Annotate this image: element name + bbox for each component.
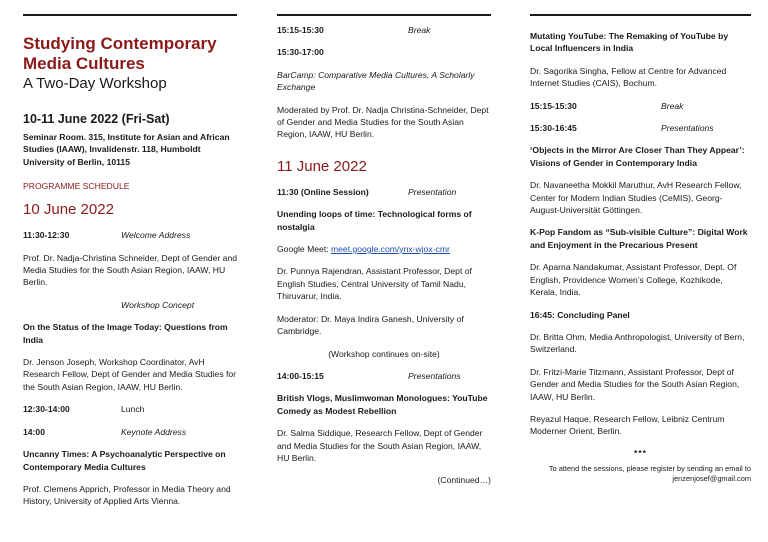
column-1	[23, 14, 237, 518]
schedule-row-break: 15:15-15:30 Break	[530, 100, 684, 111]
column-3	[530, 14, 751, 485]
schedule-row-break: 15:15-15:30 Break	[277, 25, 431, 35]
pres3-speaker: Dr. Navaneetha Mokkil Maruthur, AvH Research Fellow, Center for Modern Indian Studies (CeMIS), Georg-August-Universität Göttingen.	[530, 180, 742, 216]
meet-line: Google Meet: meet.google.com/ynx-wjox-cmr	[277, 244, 450, 255]
day2-heading: 11 June 2022	[277, 157, 367, 175]
pres2-speaker: Dr. Sagorika Singha, Fellow at Centre for Advanced Internet Studies (CAIS), Bochum.	[530, 65, 727, 89]
pres1-speaker: Dr. Salma Siddique, Research Fellow, Dept of Gender and Media Studies for the South Asian Region, IAAW, HU Berlin.	[277, 428, 483, 463]
online-moderator: Moderator: Dr. Maya Indira Ganesh, University of Cambridge.	[277, 313, 464, 337]
pres3-title: ‘Objects in the Mirror Are Closer Than They Appear’: Visions of Gender in Contemporary India	[530, 145, 745, 168]
schedule-row-barcamp: 15:30-17:00	[277, 47, 324, 58]
continued-note: (Continued…)	[437, 475, 491, 486]
schedule-row-presentations: 15:30-16:45 Presentations	[530, 123, 714, 134]
separator-stars: ***	[633, 447, 648, 458]
onsite-note: (Workshop continues on-site)	[328, 348, 440, 359]
schedule-row-online: 11:30 (Online Session) Presentation	[277, 186, 457, 197]
programme-label: PROGRAMME SCHEDULE	[23, 181, 130, 192]
pres1-title: British Vlogs, Muslimwoman Monologues: YouTube Comedy as Modest Rebellion	[277, 393, 488, 416]
column-2	[277, 14, 491, 497]
welcome-speaker: Prof. Dr. Nadja-Christina Schneider, Dept of Gender and Media Studies for the South Asian Region, IAAW, HU Berlin.	[23, 252, 237, 288]
pres4-title: K-Pop Fandom as “Sub-visible Culture”: Digital Work and Enjoyment in the Precarious Present	[530, 227, 748, 250]
panel-member-2: Dr. Fritzi-Marie Titzmann, Assistant Professor, Dept of Gender and Media Studies for the South Asian Region, IAAW, HU Berlin.	[530, 366, 740, 402]
schedule-row-welcome: 11:30-12:30 Welcome Address	[23, 230, 191, 241]
meet-link[interactable]: meet.google.com/ynx-wjox-cmr	[330, 244, 450, 255]
keynote-title: Uncanny Times: A Psychoanalytic Perspective on Contemporary Media Cultures	[23, 449, 226, 472]
online-title: Unending loops of time: Technological forms of nostalgia	[277, 209, 472, 232]
pres2-title: Mutating YouTube: The Remaking of YouTube by Local Influencers in India	[530, 31, 729, 54]
talk1-title: On the Status of the Image Today: Questions from India	[23, 322, 228, 345]
online-speaker: Dr. Punnya Rajendran, Assistant Professor, Dept of English Studies, Central University of Tamil Nadu, Thiruvarur, India.	[277, 266, 472, 302]
concept-label: Workshop Concept	[121, 299, 195, 310]
workshop-title: Studying Contemporary Media Cultures	[23, 34, 217, 73]
barcamp-moderator: Moderated by Prof. Dr. Nadja Christina-Schneider, Dept of Gender and Media Studies for the South Asian Region, IAAW, HU Berlin.	[277, 104, 489, 140]
top-rule	[277, 14, 491, 16]
panel-title: 16:45: Concluding Panel	[530, 309, 630, 320]
schedule-row-presentations: 14:00-15:15 Presentations	[277, 370, 461, 381]
pres4-speaker: Dr. Aparna Nandakumar, Assistant Professor, Dept. Of English, Providence Women’s College, Kozhikode, Kerala, India.	[530, 262, 737, 298]
talk1-speaker: Dr. Jenson Joseph, Workshop Coordinator, AvH Research Fellow, Dept of Gender and Media Studies for the South Asian Region, IAAW, HU Berlin.	[23, 357, 237, 392]
top-rule	[530, 14, 751, 16]
workshop-subtitle: A Two-Day Workshop	[23, 75, 167, 92]
top-rule	[23, 14, 237, 16]
register-email[interactable]: jenzenjosef@gmail.com	[672, 474, 751, 484]
panel-member-1: Dr. Britta Ohm, Media Anthropologist, University of Bern, Switzerland.	[530, 331, 745, 355]
register-note: To attend the sessions, please register by sending an email to	[548, 463, 751, 473]
keynote-speaker: Prof. Clemens Apprich, Professor in Media Theory and History, University of Applied Arts Vienna.	[23, 483, 231, 507]
panel-member-3: Reyazul Haque, Research Fellow, Leibniz Centrum Moderner Orient, Berlin.	[530, 413, 725, 437]
workshop-dates: 10-11 June 2022 (Fri-Sat)	[23, 112, 170, 126]
schedule-row-keynote: 14:00 Keynote Address	[23, 426, 187, 437]
schedule-row-lunch: 12:30-14:00 Lunch	[23, 404, 145, 415]
day1-heading: 10 June 2022	[23, 201, 114, 219]
venue: Seminar Room. 315, Institute for Asian and African Studies (IAAW), Invalidenstr. 118, Humboldt University of Berlin, 10115	[23, 132, 230, 167]
barcamp-title: BarCamp: Comparative Media Cultures, A Scholarly Exchange	[277, 69, 475, 93]
